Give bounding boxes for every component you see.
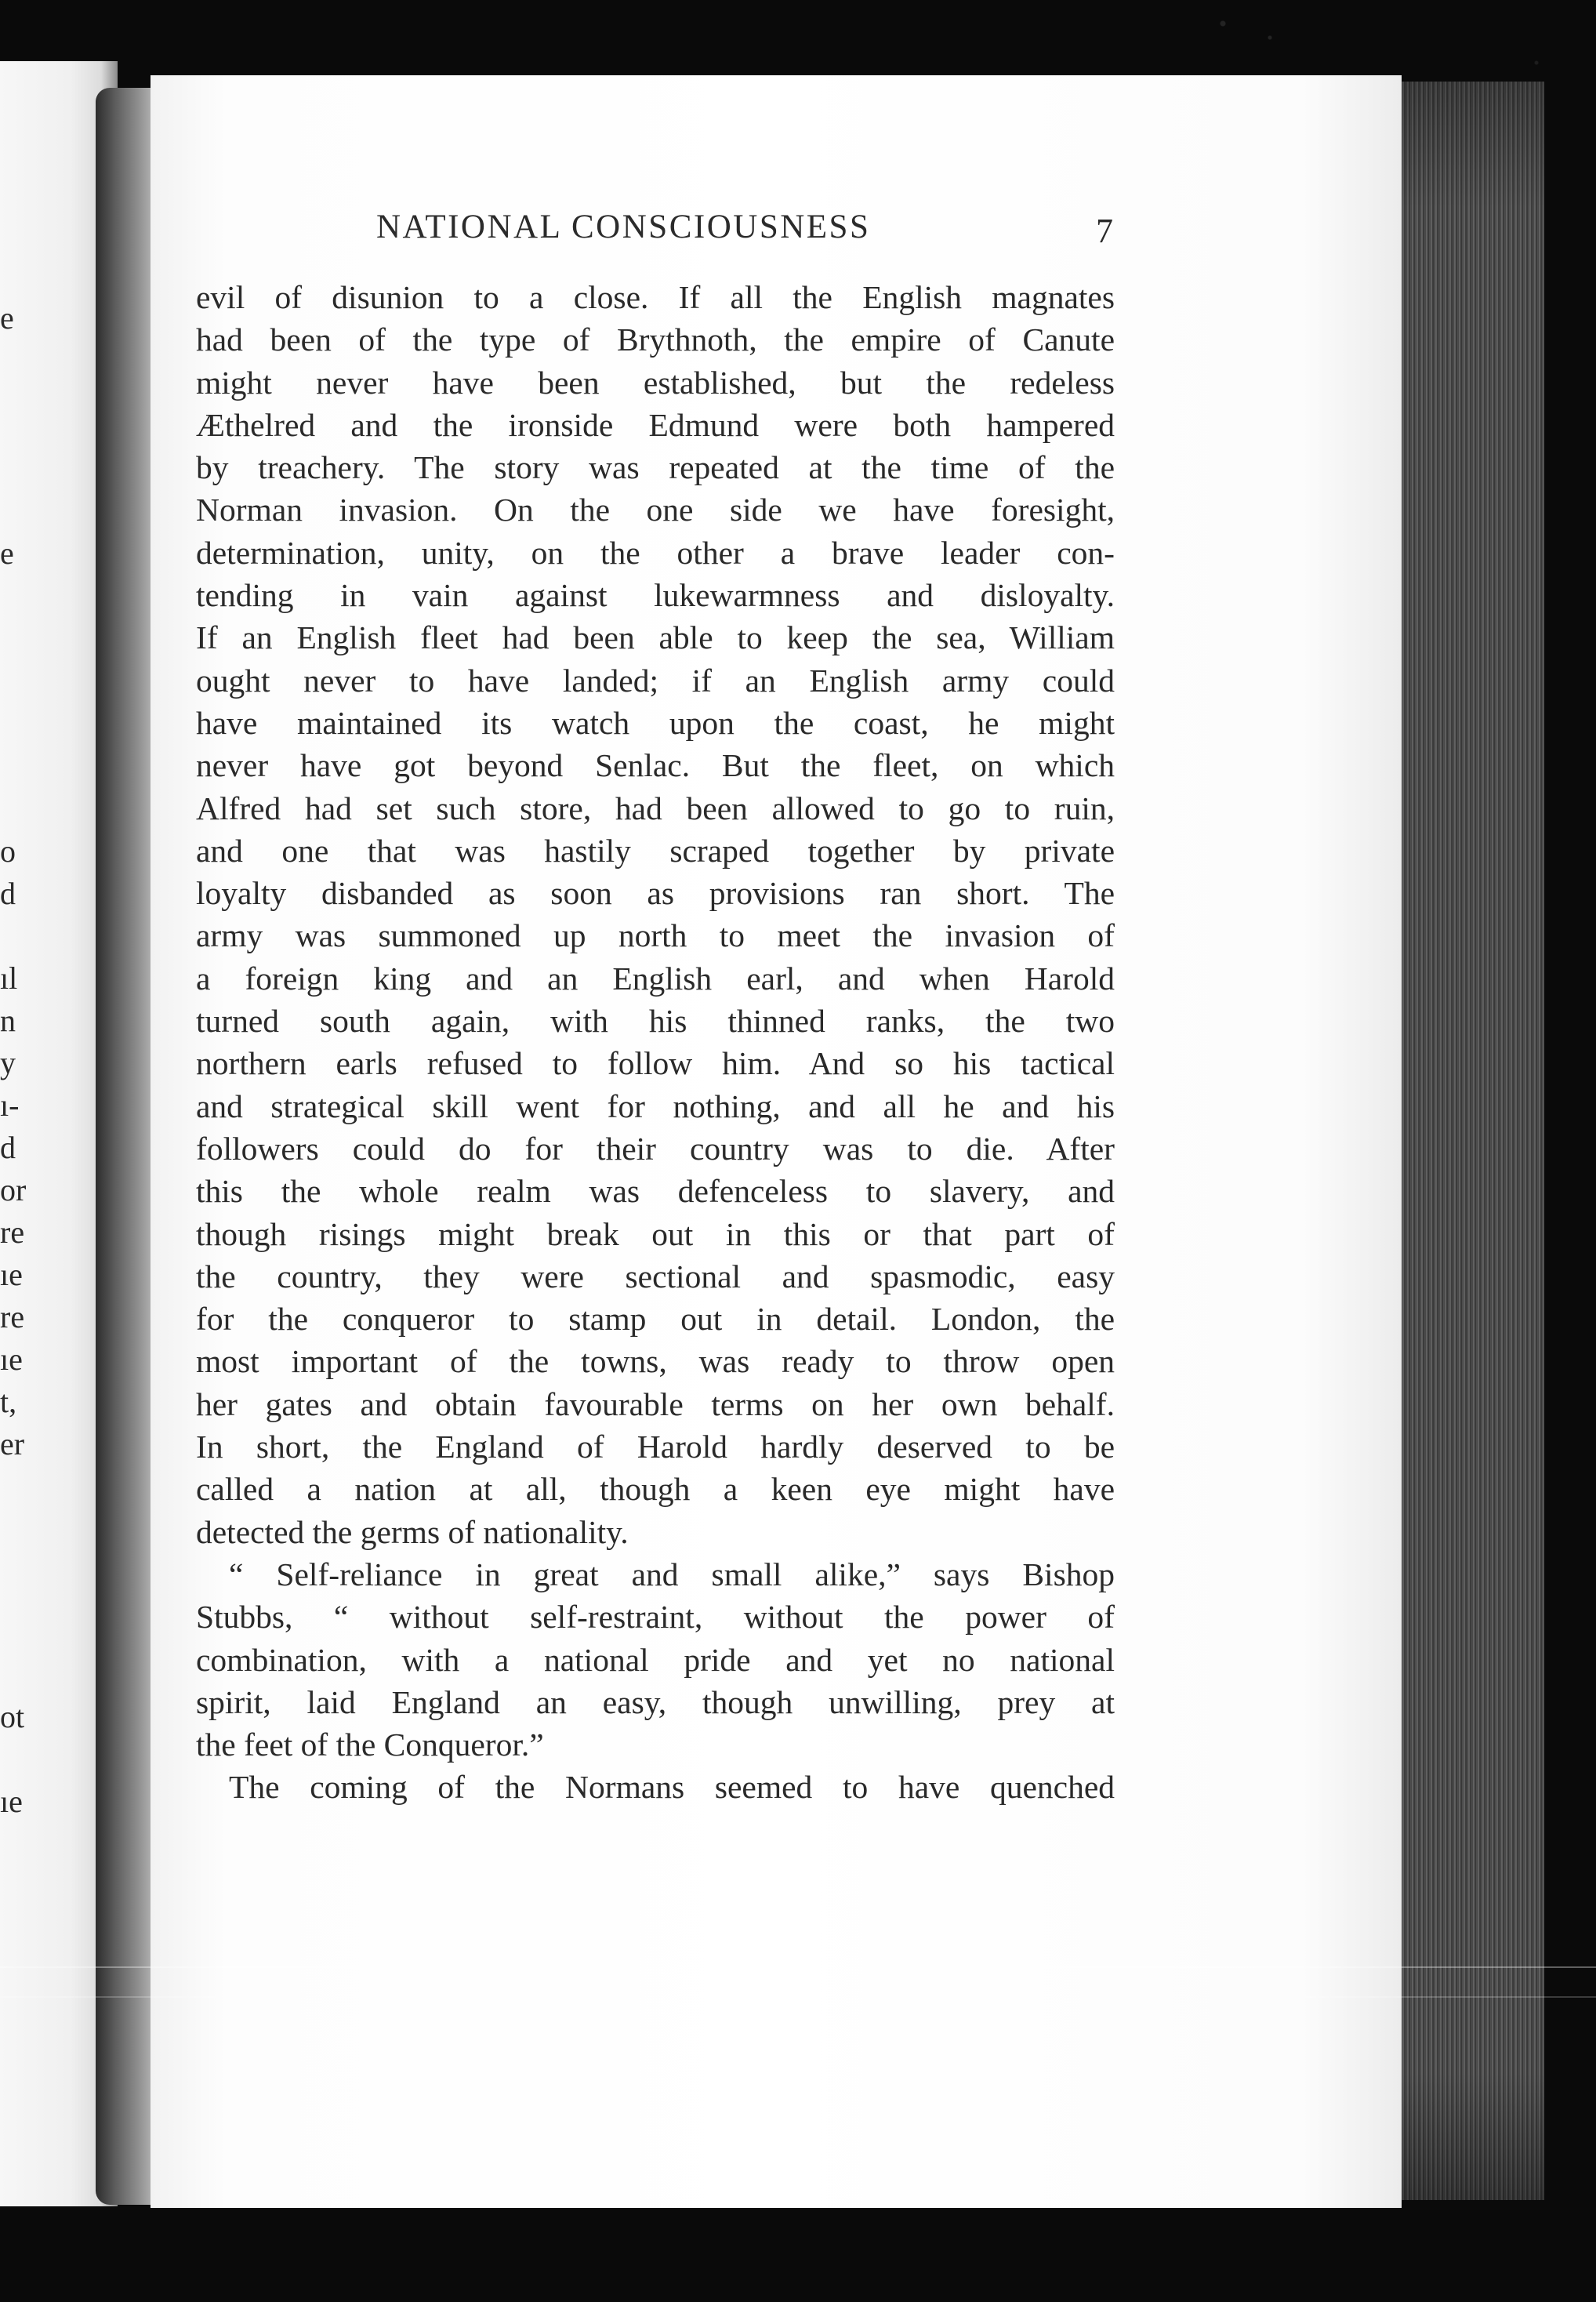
facing-page-fragment: or — [0, 1172, 27, 1207]
facing-page-fragment: ıe — [0, 1257, 23, 1292]
text-line: and strategical skill went for nothing, and all he and his — [196, 1087, 1115, 1124]
facing-page-fragment: d — [0, 876, 16, 911]
text-line: might never have been established, but the redeless — [196, 364, 1115, 401]
text-line: Norman invasion. On the one side we have foresight, — [196, 492, 1115, 528]
page-header — [196, 200, 1121, 250]
facing-page-fragment: o — [0, 833, 16, 869]
page-number: 7 — [1096, 212, 1113, 250]
facing-page-fragment: ot — [0, 1699, 25, 1734]
text-line: detected the germs of nationality. — [196, 1513, 629, 1550]
facing-page-fragment: d — [0, 1130, 16, 1165]
text-line: If an English fleet had been able to keep the sea, William — [196, 619, 1115, 656]
text-line: spirit, laid England an easy, though unwilling, prey at — [196, 1683, 1115, 1720]
text-line: loyalty disbanded as soon as provisions ran short. The — [196, 875, 1115, 912]
text-line: In short, the England of Harold hardly deserved to be — [196, 1429, 1115, 1465]
text-line: the country, they were sectional and spasmodic, easy — [196, 1258, 1115, 1294]
text-line: her gates and obtain favourable terms on her own behalf. — [196, 1385, 1115, 1422]
facing-page-text-fragments — [0, 0, 31, 2302]
text-line: The coming of the Normans seemed to have quenched — [229, 1769, 1115, 1806]
facing-page-fragment: y — [0, 1045, 16, 1080]
text-line: by treachery. The story was repeated at the time of the — [196, 449, 1115, 486]
text-line: never have got beyond Senlac. But the fleet, on which — [196, 747, 1115, 784]
text-line: evil of disunion to a close. If all the English magnates — [196, 279, 1115, 315]
text-line: for the conqueror to stamp out in detail. London, the — [196, 1301, 1115, 1338]
text-line: most important of the towns, was ready to throw open — [196, 1343, 1115, 1380]
body-text — [196, 276, 1115, 1809]
book-gutter — [96, 88, 157, 2205]
text-line: tending in vain against lukewarmness and disloyalty. — [196, 577, 1115, 614]
facing-page-fragment: ıe — [0, 1784, 23, 1819]
running-head: NATIONAL CONSCIOUSNESS — [376, 209, 871, 245]
facing-page-fragment: re — [0, 1299, 25, 1334]
text-line: Alfred had set such store, had been allowed to go to ruin, — [196, 790, 1115, 826]
facing-page-fragment: e — [0, 536, 14, 571]
text-line: and one that was hastily scraped together by private — [196, 832, 1115, 869]
scan-artifact-line — [0, 1966, 1596, 1968]
text-line: called a nation at all, though a keen eye might have — [196, 1471, 1115, 1508]
text-line: northern earls refused to follow him. And so his tactical — [196, 1045, 1115, 1082]
page-block-shade — [1402, 82, 1544, 2200]
text-line: followers could do for their country was to die. After — [196, 1130, 1115, 1167]
text-line: had been of the type of Brythnoth, the empire of Canute — [196, 321, 1115, 358]
facing-page-fragment: t, — [0, 1384, 17, 1419]
facing-page-fragment: n — [0, 1003, 16, 1038]
text-line: a foreign king and an English earl, and when Harold — [196, 960, 1115, 997]
text-line: the feet of the Conqueror.” — [196, 1726, 544, 1763]
facing-page-fragment: re — [0, 1215, 25, 1250]
text-line: Stubbs, “ without self-restraint, without the power of — [196, 1599, 1115, 1636]
text-line: have maintained its watch upon the coast, he might — [196, 704, 1115, 741]
text-line: army was summoned up north to meet the invasion of — [196, 917, 1115, 954]
text-line: this the whole realm was defenceless to slavery, and — [196, 1173, 1115, 1210]
facing-page-fragment: ıe — [0, 1342, 23, 1377]
text-line: turned south again, with his thinned ranks, the two — [196, 1003, 1115, 1040]
facing-page-fragment: ıl — [0, 960, 18, 996]
facing-page-fragment: er — [0, 1426, 25, 1461]
text-line: “ Self-reliance in great and small alike,” says Bishop — [229, 1556, 1115, 1592]
facing-page-fragment: e — [0, 300, 14, 336]
text-line: determination, unity, on the other a brave leader con- — [196, 534, 1115, 571]
text-line: ought never to have landed; if an English army could — [196, 662, 1115, 699]
text-line: combination, with a national pride and yet no national — [196, 1641, 1115, 1678]
scan-artifact-line — [0, 1996, 1596, 1998]
facing-page-fragment: ı- — [0, 1087, 20, 1123]
text-line: Æthelred and the ironside Edmund were both hampered — [196, 406, 1115, 443]
text-line: though risings might break out in this or that part of — [196, 1215, 1115, 1252]
